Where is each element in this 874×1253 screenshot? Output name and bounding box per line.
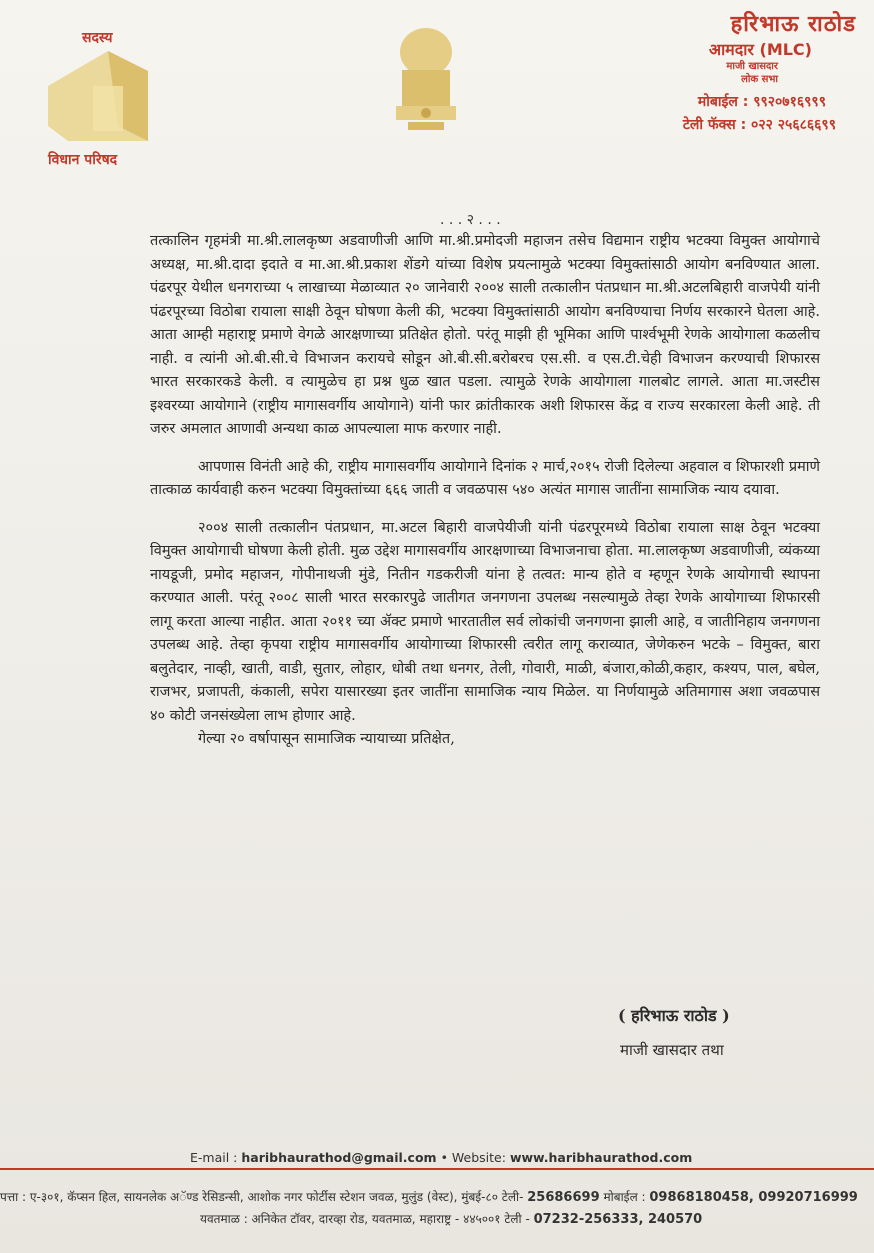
sender-title: आमदार (MLC): [708, 40, 812, 59]
former-mp-line: माजी खासदार: [726, 61, 778, 72]
website-link[interactable]: www.haribhaurathod.com: [509, 1150, 693, 1165]
website-label: • Website:: [436, 1150, 510, 1165]
lok-sabha-line: लोक सभा: [741, 74, 778, 85]
signature: ( हरिभाऊ राठोड ): [618, 1006, 730, 1025]
footer-divider: [0, 1168, 874, 1170]
mobile-number: मोबाईल : ९९२०७१६९९९: [697, 94, 826, 110]
mumbai-mobile-label: मोबाईल :: [599, 1190, 650, 1204]
designation: माजी खासदार तथा: [620, 1041, 724, 1059]
council-logo-icon: [38, 46, 156, 146]
lion-capital-icon: [388, 22, 464, 132]
mumbai-mobile: 09868180458, 09920716999: [649, 1190, 858, 1205]
member-label: सदस्य: [82, 30, 113, 46]
legislative-council-label: विधान परिषद: [48, 152, 118, 168]
telefax-number: टेली फॅक्स : ०२२ २५६८६६९९: [682, 117, 836, 133]
national-emblem: [388, 22, 464, 136]
sender-name: हरिभाऊ राठोड: [730, 12, 856, 37]
closing-line: गेल्या २० वर्षापासून सामाजिक न्यायाच्या प्रतिक्षेत,: [198, 731, 455, 747]
sender-header: [596, 8, 856, 134]
yavatmal-address-text: यवतमाळ : अनिकेत टॉवर, दारव्हा रोड, यवतमाळ, महाराष्ट्र - ४४५००१ टेली -: [200, 1212, 534, 1226]
letter-body: [150, 230, 820, 766]
paragraph-1: तत्कालिन गृहमंत्री मा.श्री.लालकृष्ण अडवाणीजी आणि मा.श्री.प्रमोदजी महाजन तसेच विद्यमान राष्ट्रीय भटक्या विमुक्त आयोगाचे अध्यक्ष, मा.श्री.दादा इदाते व मा.आ.श्री.प्रकाश शेंडगे यांच्या विशेष प्रयत्नामुळे भटक्या विमुक्तांसाठी आयोग बनविण्यात आला. पंढरपूर येथील धनगराच्या ५ लाखाच्या मेळाव्यात २० जानेवारी २००४ साली तत्कालीन पंतप्रधान मा.श्री.अटलबिहारी वाजपेयी यांनी पंढरपूरच्या विठोबा रायाला साक्षी ठेवून घोषणा केली की, भटक्या विमुक्तांसाठी आयोग बनविण्याचा निर्णय सरकारने घेतला आहे. आता आम्ही महाराष्ट्र प्रमाणे वेगळे आरक्षणाच्या प्रतिक्षेत होतो. परंतू माझी ही भूमिका आणि पार्श्वभूमी रेणके आयोगाला कळलीच नाही. व त्यांनी ओ.बी.सी.चे विभाजन करायचे सोडून ओ.बी.सी.बरोबरच एस.सी. व एस.टी.चेही विभाजन करण्याची शिफारस भारत सरकारकडे केली. व त्यामुळेच हा प्रश्न धुळ खात पडला. त्यामुळे रेणके आयोगाला गालबोट लागले. आता मा.जस्टीस इश्वरय्या आयोगाने (राष्ट्रीय मागासवर्गीय आयोगाने) यांनी फार क्रांतीकारक अशी शिफारस केंद्र व राज्य सरकारला केली आहे. ती जरुर अमलात आणावी अन्यथा काळ आपल्याला माफ करणार नाही.: [150, 233, 820, 437]
mumbai-address-text: पत्ता : ए-३०१, कॅप्सन हिल, सायनलेक अॅण्ड रेसिडन्सी, आशोक नगर फोर्टीस स्टेशन जवळ, मुलुंड (वेस्ट), मुंबई-८० टेली-: [0, 1190, 528, 1204]
mumbai-address: [0, 1188, 874, 1205]
page-number: . . . २ . . .: [440, 212, 501, 228]
yavatmal-phone: 07232-256333, 240570: [533, 1212, 703, 1227]
footer-contact: [190, 1150, 692, 1165]
email-label: E-mail :: [190, 1150, 242, 1165]
paragraph-2: आपणास विनंती आहे की, राष्ट्रीय मागासवर्गीय आयोगाने दिनांक २ मार्च,२०१५ रोजी दिलेल्या अहवाल व शिफारशी प्रमाणे तात्काळ कार्यवाही करुन भटक्या विमुक्तांच्या ६६६ जाती व जवळपास ५४० अत्यंत मागास जातींना सामाजिक न्याय दयावा.: [150, 458, 820, 498]
yavatmal-address: [0, 1210, 874, 1227]
mumbai-phone: 25686699: [527, 1190, 600, 1205]
paragraph-3: २००४ साली तत्कालीन पंतप्रधान, मा.अटल बिहारी वाजपेयीजी यांनी पंढरपूरमध्ये विठोबा रायाला साक्ष ठेवून भटक्या विमुक्त आयोगाची घोषणा केली होती. मुळ उद्देश मागासवर्गीय आरक्षणाच्या विभाजनाचा होता. मा.लालकृष्ण अडवाणीजी, व्यंकय्या नायडूजी, प्रमोद महाजन, गोपीनाथजी मुंडे, नितीन गडकरीजी यांना हे तत्वत: मान्य होते व म्हणून रेणके आयोगाची स्थापना करण्यात आली. परंतू २००८ साली भारत सरकारपुढे जातीगत जनगणना उपलब्ध नसल्यामुळे तेव्हा रेणके आयोगाच्या शिफारसी लागू करता आल्या नाहीत. आता २०११ च्या ॲक्ट प्रमाणे भारतातील सर्व लोकांची जनगणना झाली आहे, व जातीनिहाय जनगणना उपलब्ध आहे. तेव्हा कृपया राष्ट्रीय मागासवर्गीय आयोगाच्या शिफारसी त्वरीत लागू कराव्यात, जेणेकरुन भटके – विमुक्त, बारा बलुतेदार, नाव्ही, खाती, वाडी, सुतार, लोहार, धोबी तथा धनगर, तेली, गोवारी, माळी, बंजारा,कोळी,कहार, कश्यप, पाल, बघेल, राजभर, प्रजापती, कंकाली, सपेरा यासारख्या इतर जातींना सामाजिक न्याय मिळेल. या निर्णयामुळे अतिमागास अशा जवळपास ४० कोटी जनसंख्येला लाभ होणार आहे.: [150, 519, 820, 724]
email-link[interactable]: haribhaurathod@gmail.com: [241, 1150, 437, 1165]
